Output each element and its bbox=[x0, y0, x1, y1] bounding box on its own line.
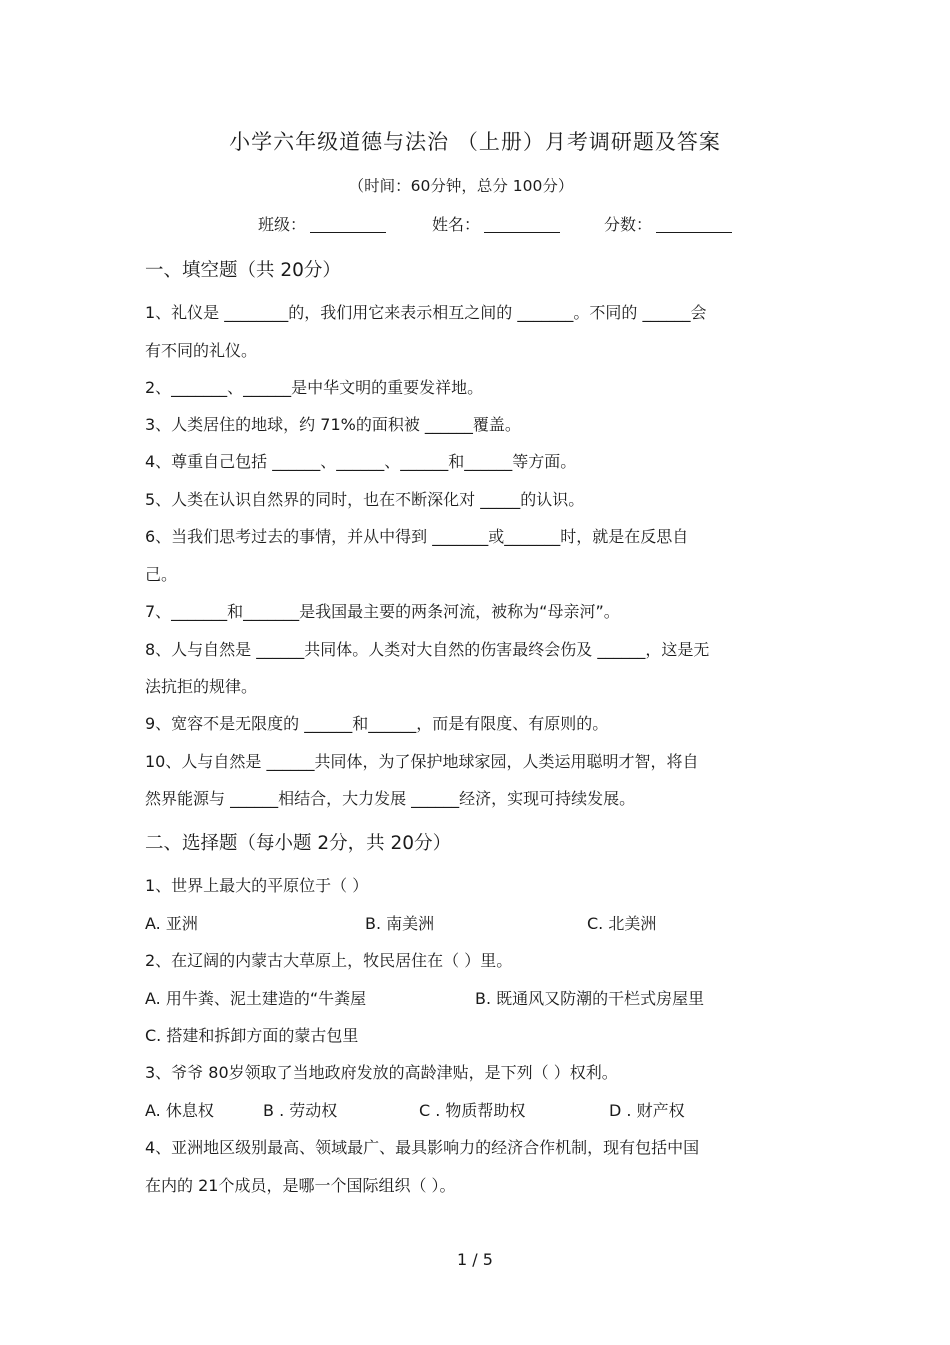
question-line: 4、尊重自己包括 ______、______、______和______等方面。 bbox=[145, 452, 577, 471]
class-blank[interactable] bbox=[310, 212, 386, 233]
option-b[interactable]: B. 南美洲 bbox=[365, 914, 435, 933]
question-line: 5、人类在认识自然界的同时，也在不断深化对 _____的认识。 bbox=[145, 490, 585, 509]
name-label: 姓名： bbox=[432, 215, 481, 234]
question-1: 1、世界上最大的平原位于（ ） bbox=[145, 876, 369, 895]
student-info-row bbox=[258, 212, 778, 238]
question-line: 8、人与自然是 ______共同体。人类对大自然的伤害最终会伤及 ______，这是无 bbox=[145, 640, 710, 659]
question-line: 9、宽容不是无限度的 ______和______，而是有限度、有原则的。 bbox=[145, 714, 609, 733]
name-field bbox=[432, 212, 560, 235]
question-4: 4、亚洲地区级别最高、领域最广、最具影响力的经济合作机制，现有包括中国 bbox=[145, 1138, 700, 1157]
option-c[interactable]: C. 搭建和拆卸方面的蒙古包里 bbox=[145, 1026, 359, 1045]
question-line: 2、_______、______是中华文明的重要发祥地。 bbox=[145, 378, 484, 397]
question-line: 己。 bbox=[145, 565, 178, 584]
question-line: 法抗拒的规律。 bbox=[145, 677, 258, 696]
question-line: 1、礼仪是 ________的，我们用它来表示相互之间的 _______。不同的 ______会 bbox=[145, 303, 707, 322]
section-heading-choice: 二、选择题（每小题 2分，共 20分） bbox=[145, 833, 452, 854]
question-2-options bbox=[145, 986, 845, 1010]
section-heading-fill-blank: 一、填空题（共 20分） bbox=[145, 260, 341, 281]
option-a[interactable]: A. 亚洲 bbox=[145, 914, 198, 933]
class-field bbox=[258, 212, 386, 235]
option-b[interactable]: B. 既通风又防潮的干栏式房屋里 bbox=[475, 989, 705, 1008]
page-title: 小学六年级道德与法治 （上册）月考调研题及答案 bbox=[229, 130, 721, 154]
question-1-options bbox=[145, 911, 845, 935]
score-label: 分数： bbox=[604, 215, 653, 234]
option-c[interactable]: C . 物质帮助权 bbox=[419, 1101, 526, 1120]
question-2: 2、在辽阔的内蒙古大草原上，牧民居住在（ ）里。 bbox=[145, 951, 513, 970]
class-label: 班级： bbox=[258, 215, 307, 234]
question-3: 3、爷爷 80岁领取了当地政府发放的高龄津贴，是下列（ ）权利。 bbox=[145, 1063, 618, 1082]
score-field bbox=[604, 212, 732, 235]
question-line: 7、_______和_______是我国最主要的两条河流，被称为“母亲河”。 bbox=[145, 602, 620, 621]
question-line: 3、人类居住的地球，约 71%的面积被 ______覆盖。 bbox=[145, 415, 521, 434]
option-d[interactable]: D . 财产权 bbox=[609, 1101, 685, 1120]
option-a[interactable]: A. 休息权 bbox=[145, 1101, 214, 1120]
question-line: 然界能源与 ______相结合，大力发展 ______经济，实现可持续发展。 bbox=[145, 789, 636, 808]
question-4-continued: 在内的 21个成员，是哪一个国际组织（ ）。 bbox=[145, 1176, 456, 1195]
question-3-options bbox=[145, 1098, 845, 1122]
question-line: 10、人与自然是 ______共同体，为了保护地球家园，人类运用聪明才智，将自 bbox=[145, 752, 699, 771]
page-number: 1 / 5 bbox=[457, 1250, 493, 1269]
question-line: 有不同的礼仪。 bbox=[145, 341, 258, 360]
option-a[interactable]: A. 用牛粪、泥土建造的“牛粪屋 bbox=[145, 989, 367, 1008]
name-blank[interactable] bbox=[484, 212, 560, 233]
option-b[interactable]: B . 劳动权 bbox=[263, 1101, 338, 1120]
exam-subtitle: （时间：60分钟，总分 100分） bbox=[348, 177, 574, 195]
option-c[interactable]: C. 北美洲 bbox=[587, 914, 657, 933]
question-line: 6、当我们思考过去的事情，并从中得到 _______或_______时，就是在反思自 bbox=[145, 527, 689, 546]
score-blank[interactable] bbox=[656, 212, 732, 233]
